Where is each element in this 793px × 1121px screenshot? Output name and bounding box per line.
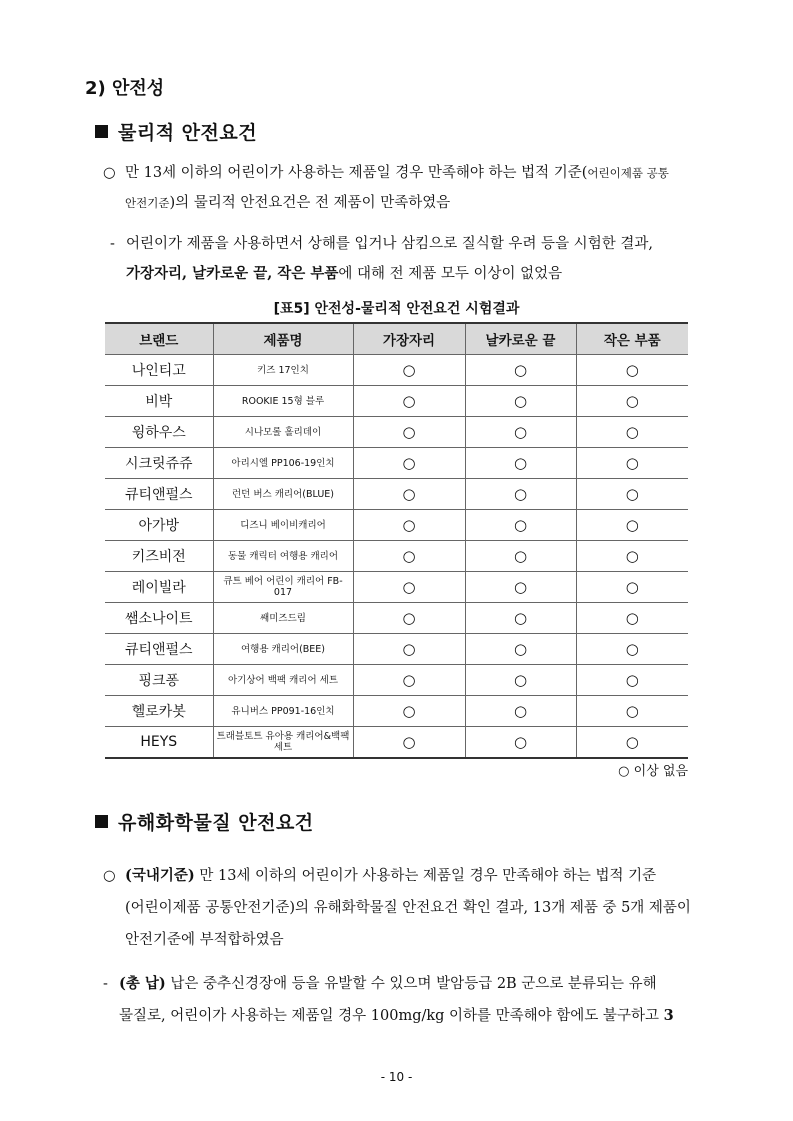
- table-row: [105, 665, 688, 696]
- chemical-paragraph-2: - (총 납) 납은 중추신경장애 등을 유발할 수 있으며 발암등급 2B 군으로 분류되는 유해 물질로, 어린이가 사용하는 제품일 경우 100mg/kg 이하를 만족해야 함에도 불구하고 3: [103, 968, 723, 1032]
- small-parts-result-cell: ○: [576, 634, 688, 665]
- chemical-heading-text: 유해화학물질 안전요건: [118, 812, 314, 834]
- product-cell: 디즈니 베이비캐리어: [213, 510, 353, 541]
- table-row: [105, 417, 688, 448]
- table-row: [105, 634, 688, 665]
- edge-result-cell: ○: [353, 603, 465, 634]
- small-parts-result-cell: ○: [576, 448, 688, 479]
- sharp-point-result-cell: ○: [465, 634, 576, 665]
- edge-result-cell: ○: [353, 634, 465, 665]
- brand-cell: 큐티앤펄스: [105, 634, 213, 665]
- section-title: 2) 안전성: [85, 78, 165, 99]
- physical-paragraph-1: ○ 만 13세 이하의 어린이가 사용하는 제품일 경우 만족해야 하는 법적 기준(어린이제품 공통 안전기준)의 물리적 안전요건은 전 제품이 만족하였음: [103, 158, 723, 218]
- sharp-point-result-cell: ○: [465, 541, 576, 572]
- brand-cell: 아가방: [105, 510, 213, 541]
- small-parts-result-cell: ○: [576, 510, 688, 541]
- product-cell: 런던 버스 캐리어(BLUE): [213, 479, 353, 510]
- product-cell: 키즈 17인치: [213, 355, 353, 386]
- table-row: [105, 355, 688, 386]
- brand-cell: 윙하우스: [105, 417, 213, 448]
- product-cell: 여행용 캐리어(BEE): [213, 634, 353, 665]
- physical-safety-heading: [95, 118, 257, 145]
- small-parts-result-cell: ○: [576, 665, 688, 696]
- brand-cell: 쌤소나이트: [105, 603, 213, 634]
- brand-cell: 핑크퐁: [105, 665, 213, 696]
- header-small-parts: 작은 부품: [576, 323, 688, 355]
- table-row: [105, 603, 688, 634]
- sharp-point-result-cell: ○: [465, 665, 576, 696]
- table-row: [105, 386, 688, 417]
- edge-result-cell: ○: [353, 541, 465, 572]
- product-cell: 트래블토트 유아용 캐리어&백팩세트: [213, 727, 353, 759]
- sharp-point-result-cell: ○: [465, 448, 576, 479]
- physical-paragraph-2: - 어린이가 제품을 사용하면서 상해를 입거나 삼킴으로 질식할 우려 등을 시험한 결과, 가장자리, 날카로운 끝, 작은 부품에 대해 전 제품 모두 이상이 없었음: [110, 229, 730, 289]
- table-row: [105, 696, 688, 727]
- header-edge: 가장자리: [353, 323, 465, 355]
- table-row: [105, 510, 688, 541]
- sharp-point-result-cell: ○: [465, 603, 576, 634]
- physical-safety-results-table: [105, 322, 688, 759]
- sharp-point-result-cell: ○: [465, 696, 576, 727]
- table-legend: ○ 이상 없음: [618, 764, 688, 779]
- sharp-point-result-cell: ○: [465, 386, 576, 417]
- chemical-paragraph-1: ○ (국내기준) 만 13세 이하의 어린이가 사용하는 제품일 경우 만족해야 하는 법적 기준 (어린이제품 공통안전기준)의 유해화학물질 안전요건 확인 결과, 13개 제품 중 5개 제품이 안전기준에 부적합하였음: [103, 860, 723, 956]
- header-brand: 브랜드: [105, 323, 213, 355]
- table-row: [105, 541, 688, 572]
- small-parts-result-cell: ○: [576, 603, 688, 634]
- square-bullet-icon: [95, 125, 108, 138]
- sharp-point-result-cell: ○: [465, 417, 576, 448]
- sharp-point-result-cell: ○: [465, 510, 576, 541]
- table-row: [105, 727, 688, 759]
- header-product: 제품명: [213, 323, 353, 355]
- small-parts-result-cell: ○: [576, 572, 688, 603]
- product-cell: 아기상어 백팩 캐리어 세트: [213, 665, 353, 696]
- edge-result-cell: ○: [353, 727, 465, 759]
- product-cell: 유니버스 PP091-16인치: [213, 696, 353, 727]
- table-row: [105, 572, 688, 603]
- sharp-point-result-cell: ○: [465, 572, 576, 603]
- physical-heading-text: 물리적 안전요건: [118, 122, 258, 144]
- small-parts-result-cell: ○: [576, 355, 688, 386]
- edge-result-cell: ○: [353, 417, 465, 448]
- edge-result-cell: ○: [353, 572, 465, 603]
- chemical-safety-heading: [95, 808, 314, 835]
- square-bullet-icon: [95, 815, 108, 828]
- small-parts-result-cell: ○: [576, 696, 688, 727]
- edge-result-cell: ○: [353, 479, 465, 510]
- product-cell: 아리시엘 PP106-19인치: [213, 448, 353, 479]
- product-cell: 동물 캐릭터 여행용 캐리어: [213, 541, 353, 572]
- edge-result-cell: ○: [353, 665, 465, 696]
- product-cell: 시나모롤 홀리데이: [213, 417, 353, 448]
- brand-cell: 레이빌라: [105, 572, 213, 603]
- edge-result-cell: ○: [353, 696, 465, 727]
- product-cell: ROOKIE 15형 블루: [213, 386, 353, 417]
- small-parts-result-cell: ○: [576, 479, 688, 510]
- header-sharp-point: 날카로운 끝: [465, 323, 576, 355]
- product-cell: 큐트 베어 어린이 캐리어 FB-017: [213, 572, 353, 603]
- edge-result-cell: ○: [353, 510, 465, 541]
- circle-bullet: ○: [103, 868, 116, 884]
- brand-cell: 비박: [105, 386, 213, 417]
- brand-cell: 나인티고: [105, 355, 213, 386]
- sharp-point-result-cell: ○: [465, 355, 576, 386]
- small-parts-result-cell: ○: [576, 541, 688, 572]
- edge-result-cell: ○: [353, 355, 465, 386]
- table-caption: [표5] 안전성-물리적 안전요건 시험결과: [273, 301, 520, 317]
- dash-bullet: -: [103, 976, 108, 992]
- sharp-point-result-cell: ○: [465, 727, 576, 759]
- brand-cell: 큐티앤펄스: [105, 479, 213, 510]
- brand-cell: 헬로카봇: [105, 696, 213, 727]
- circle-bullet: ○: [103, 165, 116, 181]
- edge-result-cell: ○: [353, 448, 465, 479]
- small-parts-result-cell: ○: [576, 417, 688, 448]
- product-cell: 쌔미즈드림: [213, 603, 353, 634]
- dash-bullet: -: [110, 236, 115, 252]
- table-header-row: [105, 323, 688, 355]
- edge-result-cell: ○: [353, 386, 465, 417]
- brand-cell: 키즈비전: [105, 541, 213, 572]
- sharp-point-result-cell: ○: [465, 479, 576, 510]
- small-parts-result-cell: ○: [576, 386, 688, 417]
- small-parts-result-cell: ○: [576, 727, 688, 759]
- brand-cell: 시크릿쥬쥬: [105, 448, 213, 479]
- page-number: - 10 -: [380, 1070, 413, 1084]
- table-row: [105, 448, 688, 479]
- highlight-text: 가장자리, 날카로운 끝, 작은 부품: [126, 265, 339, 282]
- table-row: [105, 479, 688, 510]
- brand-cell: HEYS: [105, 727, 213, 759]
